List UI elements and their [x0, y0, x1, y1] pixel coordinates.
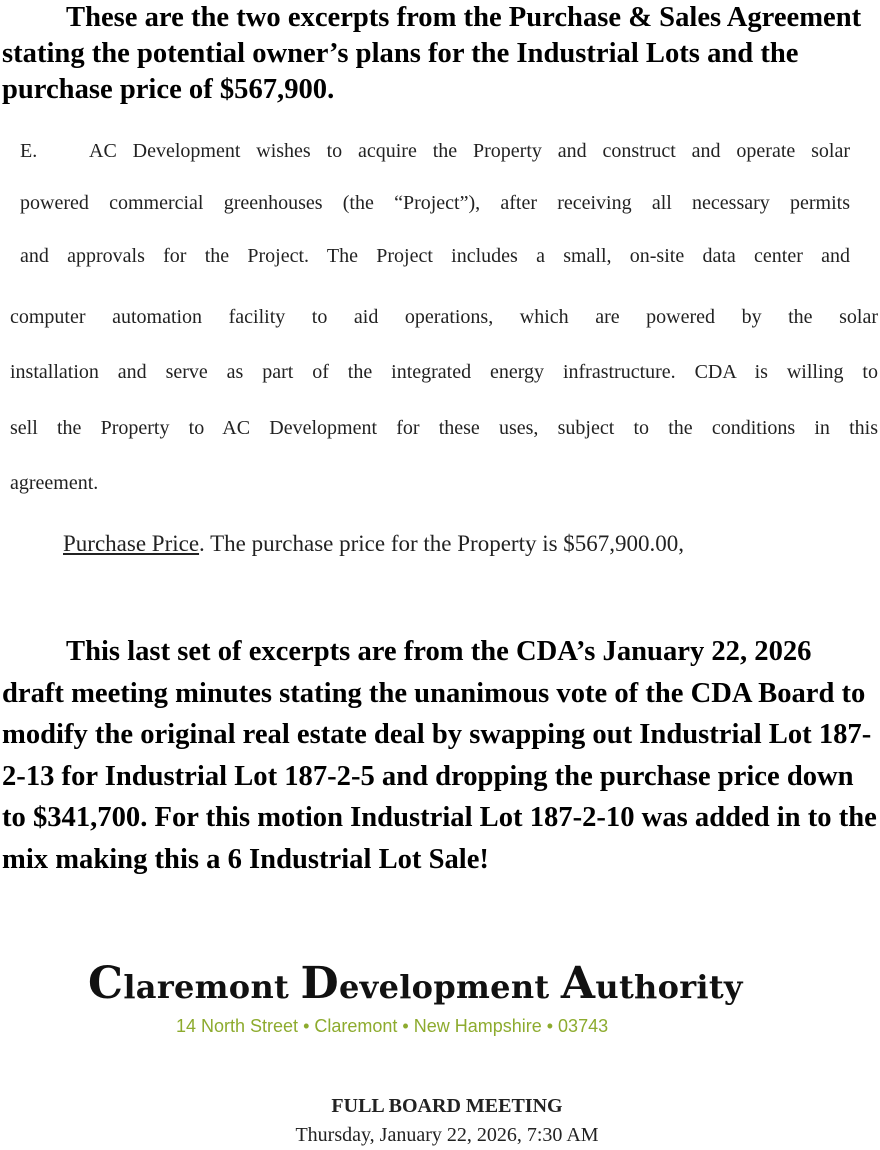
cda-letterhead-title: [88, 958, 808, 1009]
letterhead-word-development: evelopment: [339, 968, 550, 1006]
purchase-price-text: . The purchase price for the Property is $567,900.00,: [199, 531, 685, 556]
clause-line-5: installation and serve as part of the integrated energy infrastructure. CDA is willing to: [10, 361, 878, 383]
clause-line-3: and approvals for the Project. The Project includes a small, on-site data center and: [20, 245, 850, 267]
meeting-title: FULL BOARD MEETING: [331, 1095, 563, 1117]
intro-heading: These are the two excerpts from the Purchase & Sales Agreement stating the potential owner’s plans for the Industrial Lots and the purchase price of $567,900.: [2, 2, 862, 105]
letterhead-cap-c: C: [88, 958, 124, 1009]
clause-line-4: computer automation facility to aid operations, which are powered by the solar: [10, 306, 878, 328]
clause-letter: E.: [20, 140, 38, 162]
letterhead-word-claremont: laremont: [123, 968, 290, 1006]
purchase-price-line: [63, 531, 684, 557]
meeting-date: Thursday, January 22, 2026, 7:30 AM: [295, 1124, 599, 1146]
letterhead-word-authority: uthority: [595, 968, 743, 1006]
clause-line-7: agreement.: [10, 472, 99, 494]
cda-address: 14 North Street • Claremont • New Hampshire • 03743: [176, 1016, 609, 1036]
purchase-price-label: Purchase Price: [63, 531, 200, 556]
clause-line-2: powered commercial greenhouses (the “Project”), after receiving all necessary permits: [20, 192, 850, 214]
second-heading: This last set of excerpts are from the CDA’s January 22, 2026 draft meeting minutes stating the unanimous vote of the CDA Board to modify the original real estate deal by swapping out Industrial Lot 187-2-13 for Industrial Lot 187-2-5 and dropping the purchase price down to $341,700. For this motion Industrial Lot 187-2-10 was added in to the mix making this a 6 Industrial Lot Sale!: [2, 636, 877, 875]
clause-line-6: sell the Property to AC Development for these uses, subject to the conditions in this: [10, 417, 878, 439]
clause-line-1: AC Development wishes to acquire the Property and construct and operate solar: [89, 140, 850, 162]
letterhead-cap-d: D: [300, 958, 340, 1009]
letterhead-cap-a: A: [560, 958, 596, 1009]
